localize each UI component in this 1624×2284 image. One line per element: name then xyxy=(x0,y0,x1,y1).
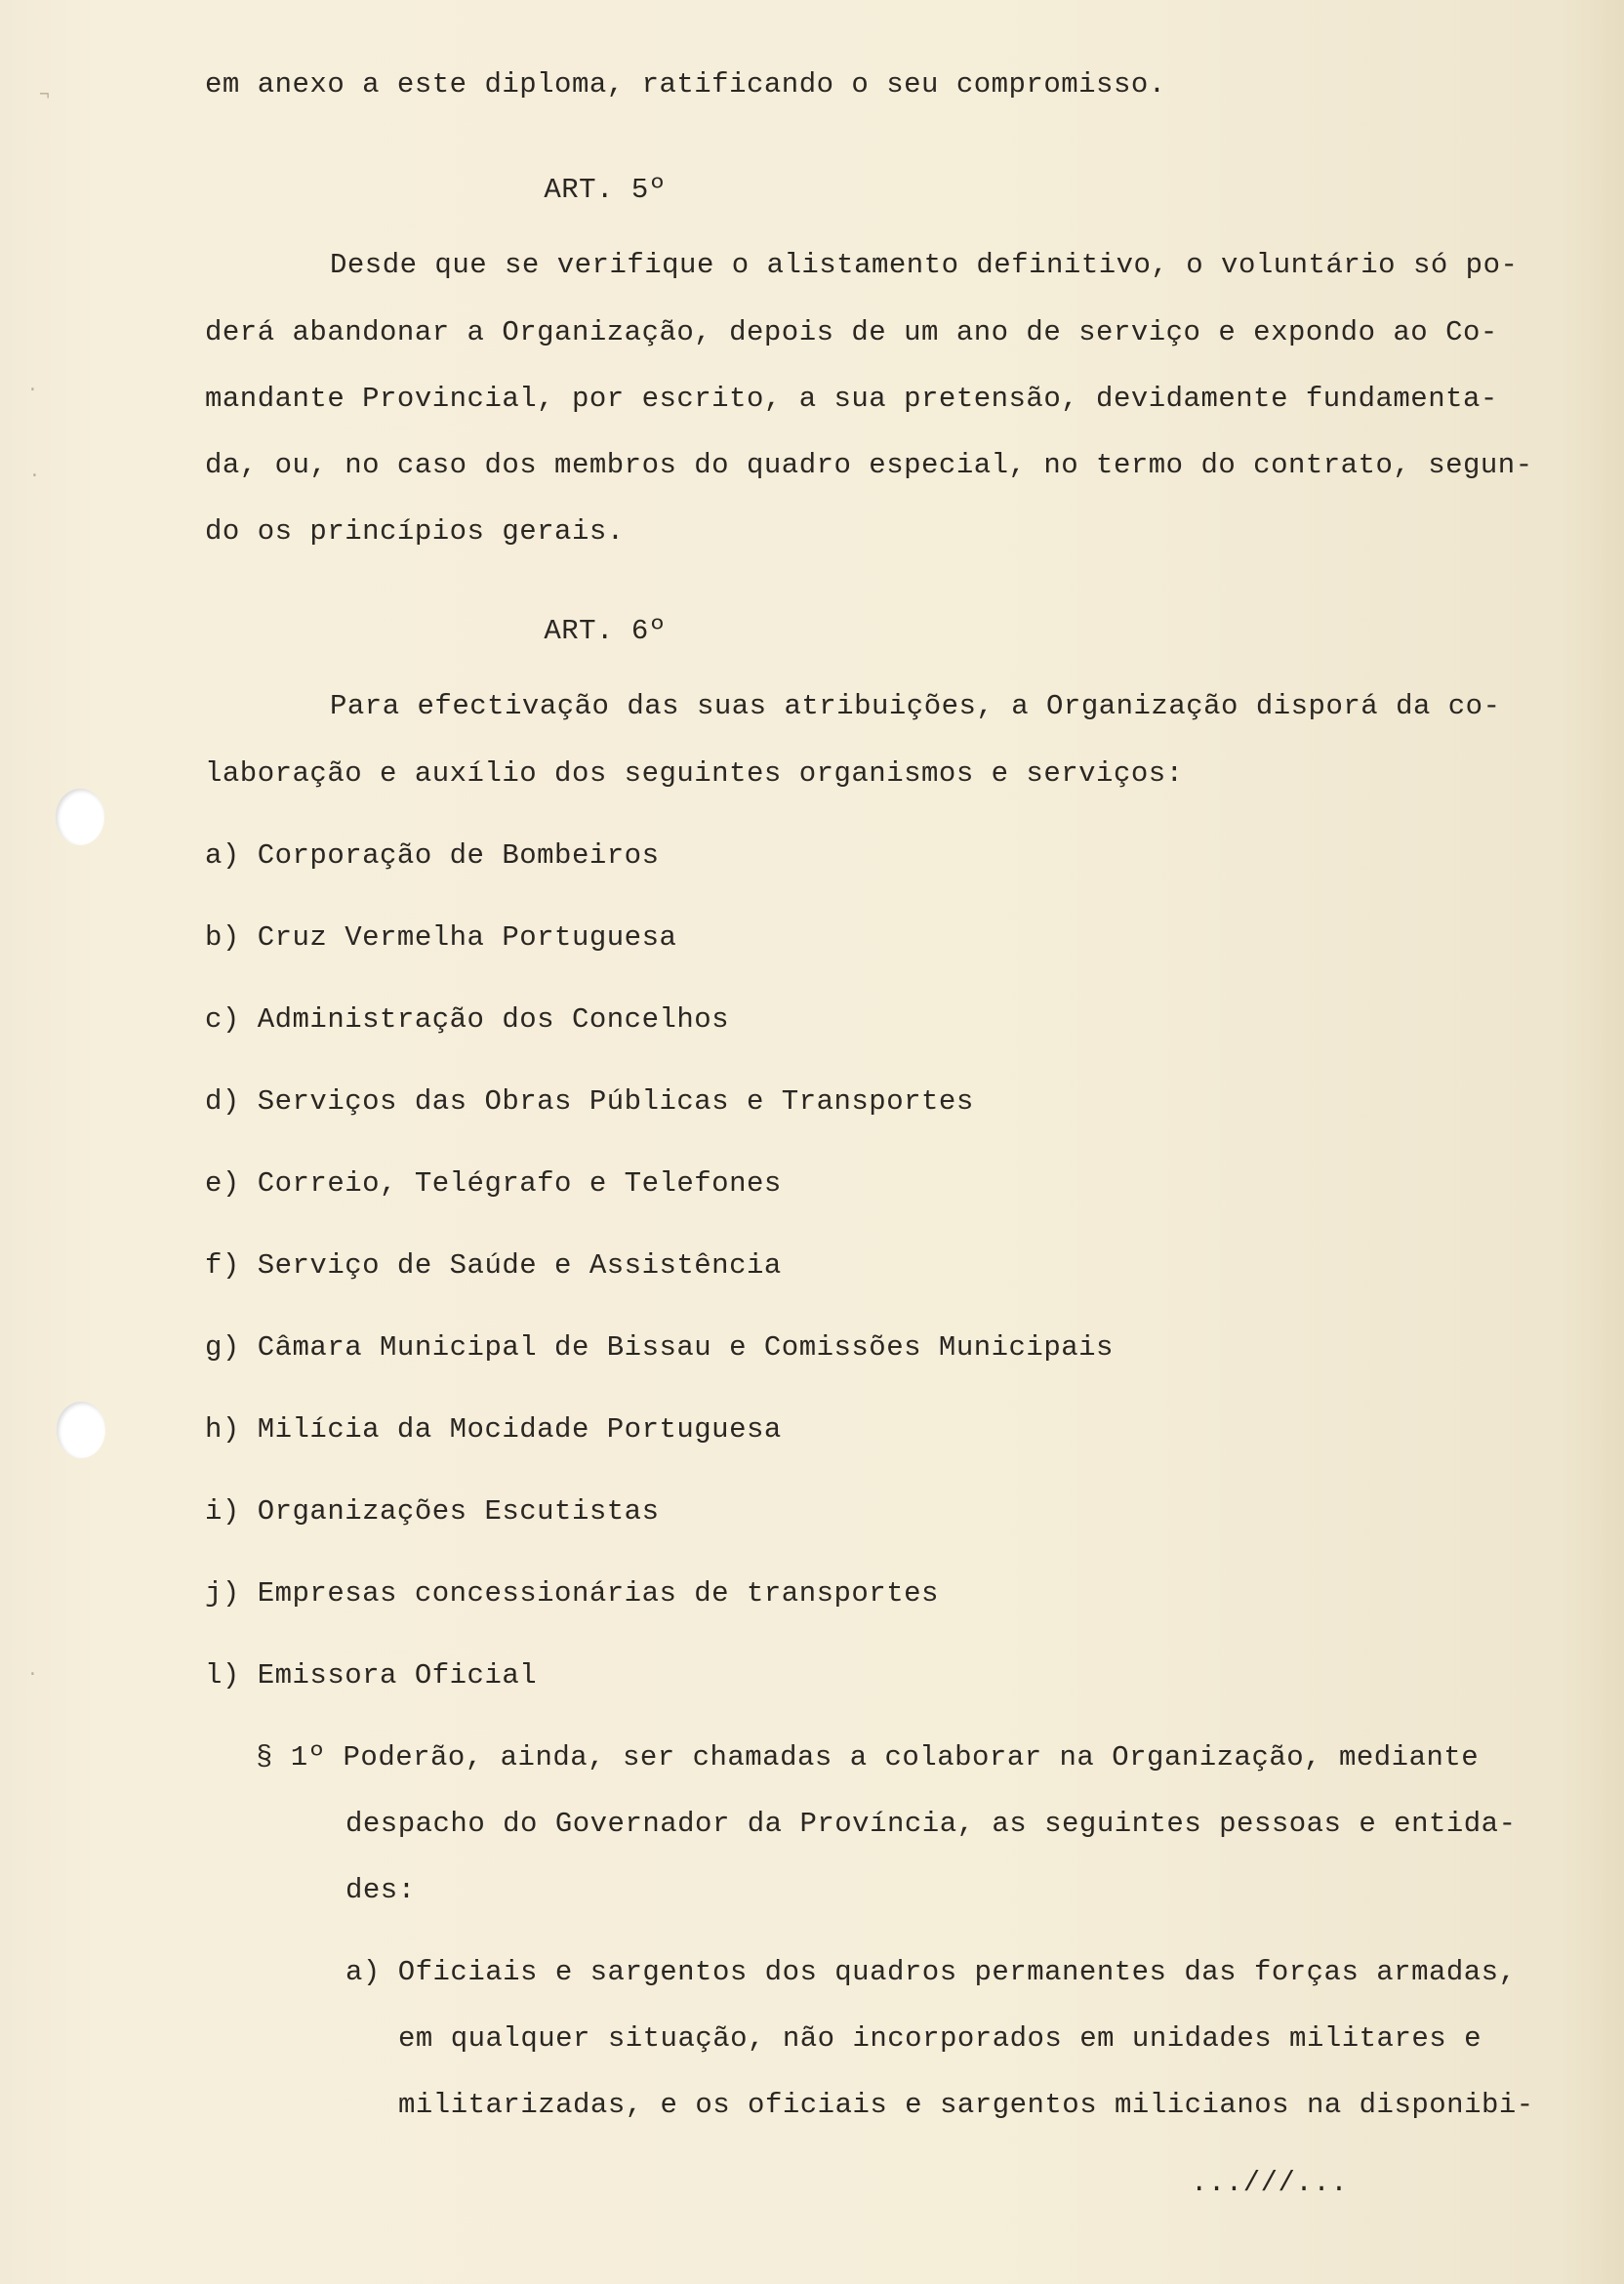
punch-hole xyxy=(56,789,104,845)
list-item: a) Corporação de Bombeiros xyxy=(205,839,660,872)
list-item: b) Cruz Vermelha Portuguesa xyxy=(205,921,677,954)
article-5-line: do os princípios gerais. xyxy=(205,515,625,548)
article-5-line: derá abandonar a Organização, depois de um ano de serviço e expondo ao Co- xyxy=(205,316,1498,348)
article-6-line: Para efectivação das suas atribuições, a Organização disporá da co- xyxy=(330,690,1501,722)
paragraph-1-line: des: xyxy=(345,1874,416,1906)
article-6-line: laboração e auxílio dos seguintes organismos e serviços: xyxy=(205,757,1184,790)
margin-mark: · xyxy=(27,381,38,400)
margin-mark: · xyxy=(29,467,40,486)
sub-item-a-line: em qualquer situação, não incorporados em unidades militares e xyxy=(398,2022,1482,2055)
paragraph-1-line: despacho do Governador da Província, as seguintes pessoas e entida- xyxy=(345,1808,1517,1840)
list-item: h) Milícia da Mocidade Portuguesa xyxy=(205,1413,782,1446)
list-item: i) Organizações Escutistas xyxy=(205,1495,660,1528)
sub-item-a-line: militarizadas, e os oficiais e sargentos milicianos na disponibi- xyxy=(398,2089,1534,2121)
article-5-line: mandante Provincial, por escrito, a sua pretensão, devidamente fundamenta- xyxy=(205,383,1498,415)
list-item: j) Empresas concessionárias de transportes xyxy=(205,1577,939,1610)
list-item: g) Câmara Municipal de Bissau e Comissões Municipais xyxy=(205,1331,1114,1364)
article-5-heading: ART. 5º xyxy=(544,174,667,206)
article-6-heading: ART. 6º xyxy=(544,615,667,647)
list-item: e) Correio, Telégrafo e Telefones xyxy=(205,1167,782,1200)
paragraph-1-line: § 1º Poderão, ainda, ser chamadas a colaborar na Organização, mediante xyxy=(256,1741,1480,1774)
list-item: f) Serviço de Saúde e Assistência xyxy=(205,1249,782,1282)
list-item: d) Serviços das Obras Públicas e Transportes xyxy=(205,1085,974,1118)
article-5-line: da, ou, no caso dos membros do quadro especial, no termo do contrato, segun- xyxy=(205,449,1533,481)
sub-item-a-line: a) Oficiais e sargentos dos quadros permanentes das forças armadas, xyxy=(345,1956,1517,1988)
article-5-line: Desde que se verifique o alistamento definitivo, o voluntário só po- xyxy=(330,249,1519,281)
continuation-line: em anexo a este diploma, ratificando o seu compromisso. xyxy=(205,68,1166,101)
list-item: c) Administração dos Concelhos xyxy=(205,1003,730,1036)
margin-mark: ¬ xyxy=(39,86,50,105)
punch-hole xyxy=(57,1402,105,1458)
list-item: l) Emissora Oficial xyxy=(205,1659,538,1692)
page-continuation-mark: ...///... xyxy=(1191,2167,1349,2199)
margin-mark: · xyxy=(27,1665,38,1685)
